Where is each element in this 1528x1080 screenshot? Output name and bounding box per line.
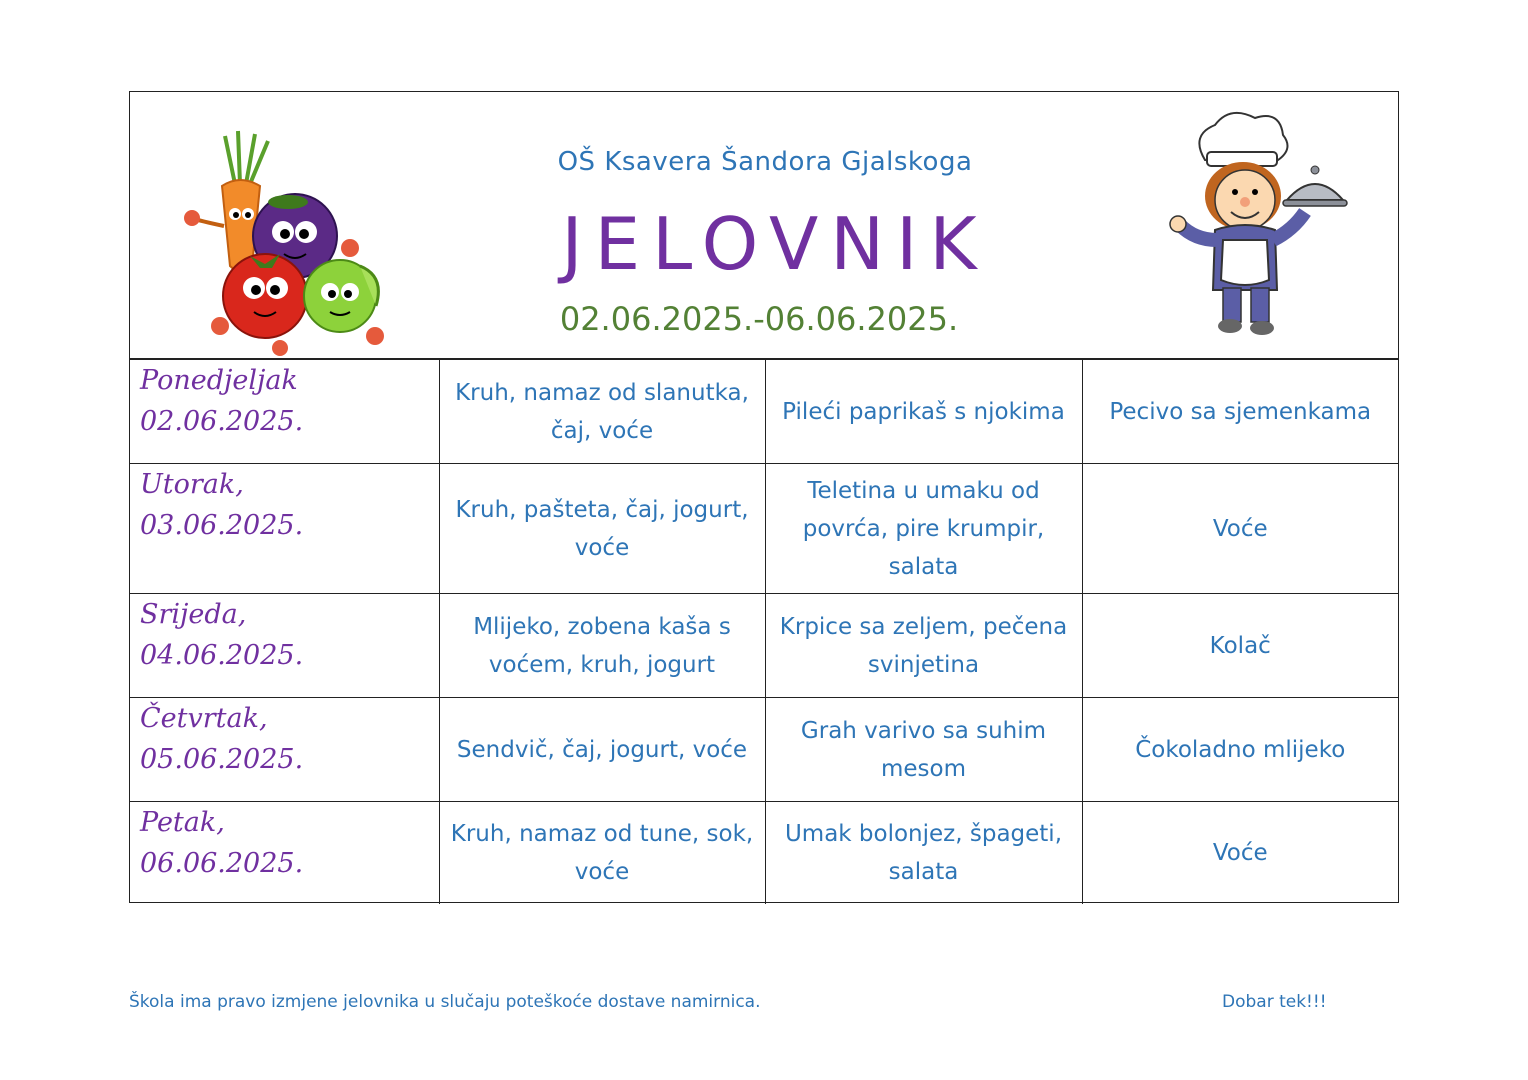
breakfast-cell [439, 360, 765, 464]
day-name: Ponedjeljak [140, 365, 298, 396]
lunch-cell [765, 802, 1082, 904]
meal-text: Pecivo sa sjemenkama [1109, 398, 1372, 425]
menu-sheet [129, 91, 1399, 903]
breakfast-cell [439, 464, 765, 594]
day-name: Četvrtak, [140, 703, 268, 734]
footer-note: Škola ima pravo izmjene jelovnika u slučaju poteškoće dostave namirnica. [129, 992, 761, 1012]
chef-illustration [1165, 100, 1350, 338]
day-cell [130, 594, 439, 698]
snack-cell [1082, 594, 1398, 698]
table-row [130, 464, 1398, 594]
meal-text: Teletina u umaku od povrća, pire krumpir, salata [802, 477, 1045, 580]
menu-title: JELOVNIK [561, 202, 989, 286]
day-cell [130, 698, 439, 802]
footer-wish: Dobar tek!!! [1222, 992, 1327, 1012]
lunch-cell [765, 464, 1082, 594]
day-date: 05.06.2025. [140, 744, 304, 775]
snack-cell [1082, 360, 1398, 464]
meal-text: Sendvič, čaj, jogurt, voće [456, 736, 748, 763]
meal-text: Umak bolonjez, špageti, salata [784, 820, 1063, 885]
day-date: 06.06.2025. [140, 848, 304, 879]
day-name: Srijeda, [140, 599, 247, 630]
meal-text: Kruh, namaz od tune, sok, voće [450, 820, 754, 885]
day-name: Utorak, [140, 469, 244, 500]
meal-text: Grah varivo sa suhim mesom [800, 717, 1047, 782]
meal-text: Čokoladno mlijeko [1135, 736, 1346, 763]
table-row [130, 360, 1398, 464]
lunch-cell [765, 360, 1082, 464]
meal-text: Voće [1212, 839, 1268, 866]
meal-text: Krpice sa zeljem, pečena svinjetina [779, 613, 1068, 678]
meal-text: Pileći paprikaš s njokima [782, 398, 1065, 425]
breakfast-cell [439, 594, 765, 698]
day-cell [130, 360, 439, 464]
meal-text: Kruh, pašteta, čaj, jogurt, voće [455, 496, 749, 561]
day-date: 03.06.2025. [140, 510, 304, 541]
menu-table [130, 359, 1398, 904]
day-cell [130, 802, 439, 904]
lunch-cell [765, 698, 1082, 802]
menu-header [130, 92, 1398, 359]
table-row [130, 594, 1398, 698]
day-date: 02.06.2025. [140, 406, 304, 437]
date-range: 02.06.2025.-06.06.2025. [559, 300, 959, 338]
meal-text: Voće [1212, 515, 1268, 542]
day-cell [130, 464, 439, 594]
day-date: 04.06.2025. [140, 640, 304, 671]
lunch-cell [765, 594, 1082, 698]
breakfast-cell [439, 698, 765, 802]
snack-cell [1082, 698, 1398, 802]
snack-cell [1082, 802, 1398, 904]
meal-text: Kruh, namaz od slanutka, čaj, voće [455, 379, 749, 444]
table-row [130, 698, 1398, 802]
school-name: OŠ Ksavera Šandora Gjalskoga [557, 147, 973, 177]
day-name: Petak, [140, 807, 225, 838]
breakfast-cell [439, 802, 765, 904]
snack-cell [1082, 464, 1398, 594]
meal-text: Mlijeko, zobena kaša s voćem, kruh, jogurt [473, 613, 731, 678]
meal-text: Kolač [1209, 632, 1271, 659]
table-row [130, 802, 1398, 904]
